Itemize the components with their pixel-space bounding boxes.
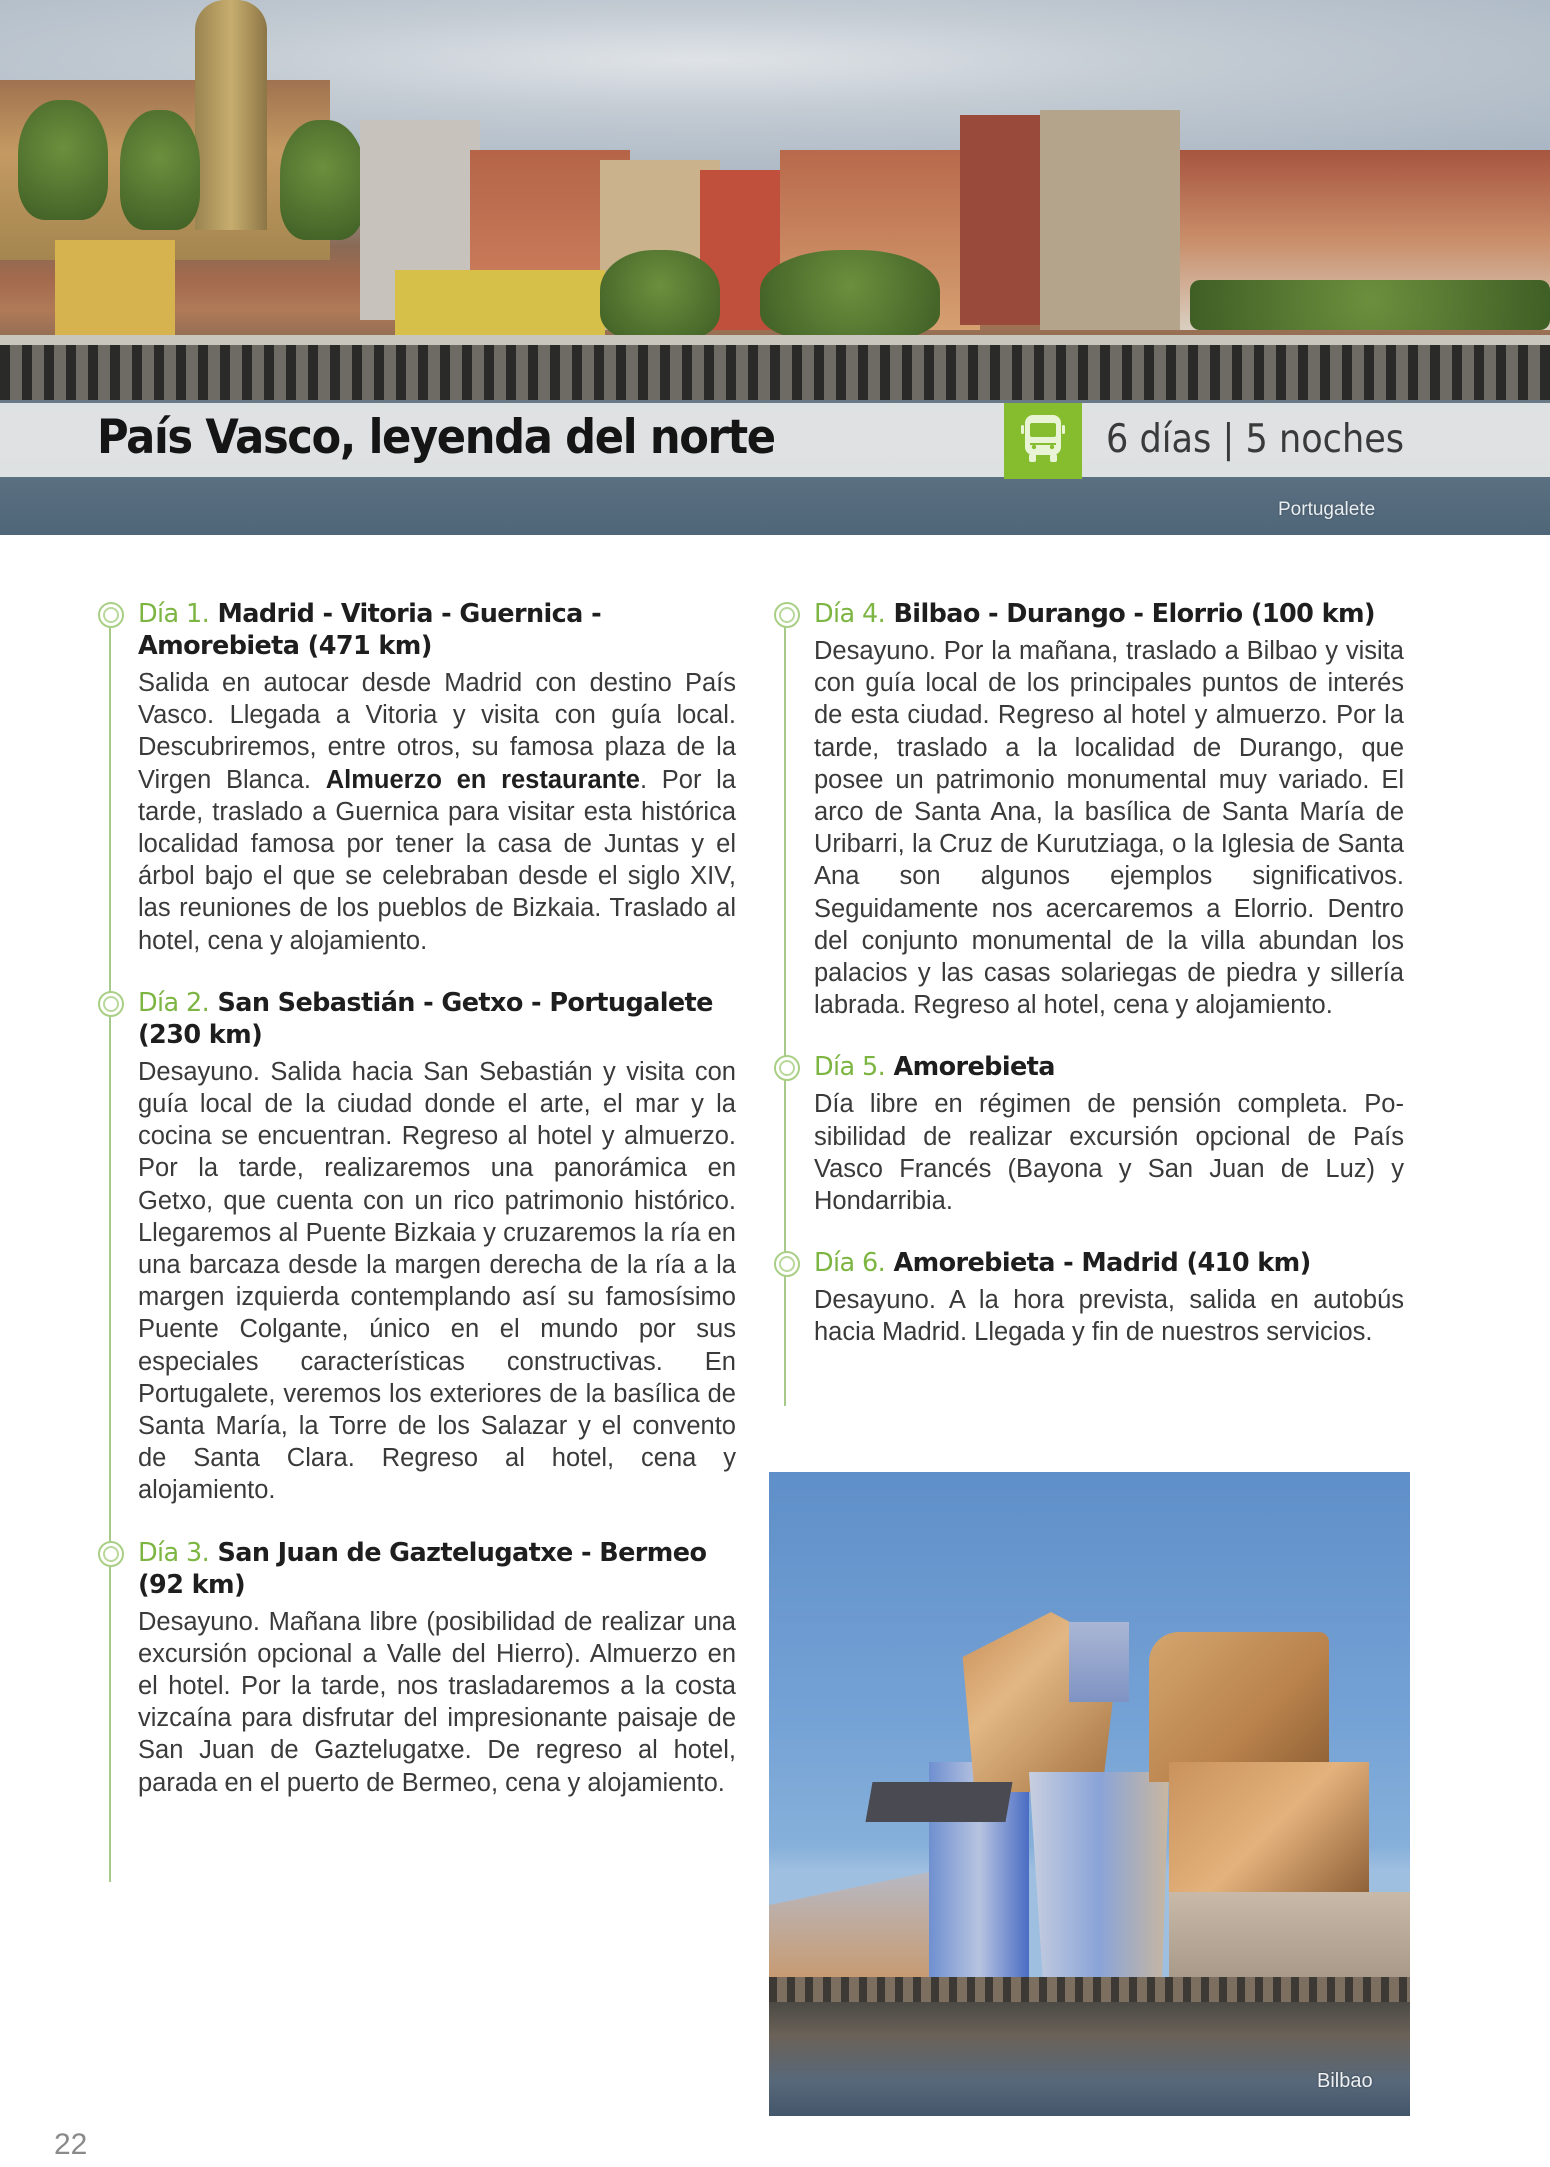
day-route: San Sebastián - Getxo - Portugalete (230 km)	[138, 987, 713, 1050]
day-heading	[814, 1051, 1404, 1083]
hero-trees	[18, 100, 108, 220]
day-route: Amorebieta - Madrid (410 km)	[893, 1248, 1311, 1279]
hero-trees	[760, 250, 940, 340]
museum-shape	[769, 1872, 929, 1982]
museum-shape	[1169, 1762, 1369, 1902]
hero-church-tower	[195, 0, 267, 230]
day-bullet-icon	[98, 602, 124, 628]
river-water	[769, 2002, 1410, 2116]
hero-trees	[1190, 280, 1550, 330]
hero-building	[1040, 110, 1180, 330]
day-description-highlight: Almuerzo en restaurante	[325, 765, 640, 794]
page-number: 22	[54, 2128, 88, 2161]
day-description: Desayuno. Por la mañana, traslado a Bilbao y visita con guía local de los principales puntos de interés de esta ciudad. Regreso al hotel y almuerzo. Por la tarde, traslado a la localidad de Durango, que posee un patrimonio monumental muy variado. El arco de Santa Ana, la basílica de Santa María de Uribarri, la Cruz de Kurutziaga, o la Iglesia de Santa Ana son algunos ejemplos significativos. Seguidamente nos acercaremos a Elorrio. Dentro del conjunto monumental de la villa abundan los palacios y las casas solariegas de piedra y sillería labrada. Regreso al hotel, cena y alojamiento.	[814, 637, 1404, 1020]
day-label: Día 1.	[138, 599, 210, 629]
day-description-text: Salida en autocar desde Madrid con destino País Vasco. Llegada a Vitoria y visita con guía local. Descubriremos, entre otros, su famosa plaza de la Virgen Blanca.	[138, 669, 736, 794]
day-bullet-icon	[98, 1541, 124, 1567]
day-heading	[138, 987, 736, 1051]
day-label: Día 6.	[814, 1248, 886, 1279]
day-description: Desayuno. Salida hacia San Sebastián y visita con guía local de la ciudad donde el arte, el mar y la cocina se encuentran. Regreso al hotel y almuerzo. Por la tarde, realizaremos una panorámica en Getxo, que cuenta con un rico patrimonio histórico. Llegaremos al Puente Bizkaia y cruzaremos la ría en una barcaza desde la margen derecha de la ría a la margen izquierda contemplando así su famosísimo Puente Colgante, único en el mundo por sus especiales características constructivas. En Portugalete, veremos los exteriores de la basílica de Santa María, la Torre de los Salazar y el convento de Santa Clara. Regreso al hotel, cena y alojamiento.	[138, 1057, 736, 1505]
itinerary-column-right	[772, 598, 1404, 1385]
itinerary-day-5	[772, 1051, 1404, 1217]
day-label: Día 2.	[138, 987, 210, 1018]
hero-yellow-building	[55, 240, 175, 340]
day-route: Bilbao - Durango - Elorrio (100 km)	[893, 599, 1375, 629]
day-bullet-icon	[774, 602, 800, 628]
day-route: Madrid - Vitoria - Guernica - Amorebieta (471 km)	[138, 599, 602, 661]
itinerary-day-2	[96, 987, 736, 1507]
museum-shape	[1169, 1892, 1410, 1982]
photo-caption-bilbao: Bilbao	[1317, 2070, 1373, 2092]
hero-trees	[120, 110, 200, 230]
day-bullet-icon	[774, 1055, 800, 1081]
museum-shape	[1149, 1632, 1329, 1782]
day-description-text: . Por la tarde, traslado a Guernica para visitar esta histórica localidad famosa por tener la casa de Juntas y el árbol bajo el que se celebraban desde el siglo XIV, las reuniones de los pueblos de Bizkaia. Traslado al hotel, cena y alojamiento.	[138, 765, 736, 955]
day-heading	[814, 598, 1404, 630]
itinerary-day-3	[96, 1537, 736, 1799]
day-description: Día libre en régimen de pensión completa. Posibilidad de realizar excursión opcional de País Vasco Francés (Bayona y San Juan de Luz) y Hondarribia.	[814, 1090, 1404, 1216]
day-heading	[138, 598, 736, 662]
museum-shape	[865, 1782, 1012, 1822]
hero-trees	[600, 250, 720, 340]
day-bullet-icon	[98, 991, 124, 1017]
day-label: Día 4.	[814, 599, 886, 629]
day-label: Día 5.	[814, 1052, 886, 1083]
day-description: Desayuno. Mañana libre (posibilidad de realizar una excursión opcional a Valle del Hierro). Almuerzo en el hotel. Por la tarde, nos trasladaremos a la costa vizcaína para disfrutar del impresionante paisaje de San Juan de Gaztelugatxe. De regreso al hotel, parada en el puerto de Bermeo, cena y alojamiento.	[138, 1607, 736, 1797]
museum-shape	[1029, 1772, 1169, 1982]
trip-duration: 6 días | 5 noches	[1106, 417, 1405, 462]
hero-photo-caption: Portugalete	[1278, 499, 1376, 520]
transport-badge	[1004, 403, 1082, 479]
itinerary-column-left	[96, 598, 736, 1835]
day-heading	[814, 1247, 1404, 1279]
page-title: País Vasco, leyenda del norte	[97, 410, 775, 465]
museum-shape	[1069, 1622, 1129, 1702]
hero-quay	[0, 345, 1550, 400]
hero-trees	[280, 120, 365, 240]
itinerary-day-1	[96, 598, 736, 957]
museum-quay	[769, 1977, 1410, 2005]
itinerary-day-4	[772, 598, 1404, 1021]
day-bullet-icon	[774, 1251, 800, 1277]
day-description	[138, 667, 736, 957]
day-label: Día 3.	[138, 1537, 210, 1568]
photo-bilbao-guggenheim	[769, 1472, 1410, 2116]
day-route: San Juan de Gaztelugatxe - Bermeo (92 km)	[138, 1537, 707, 1600]
bus-icon	[1019, 413, 1067, 470]
day-route: Amorebieta	[893, 1052, 1055, 1083]
day-description: Desayuno. A la hora prevista, salida en autobús hacia Madrid. Llegada y fin de nuestros servicios.	[814, 1286, 1404, 1347]
day-heading	[138, 1537, 736, 1601]
itinerary-day-6	[772, 1247, 1404, 1348]
